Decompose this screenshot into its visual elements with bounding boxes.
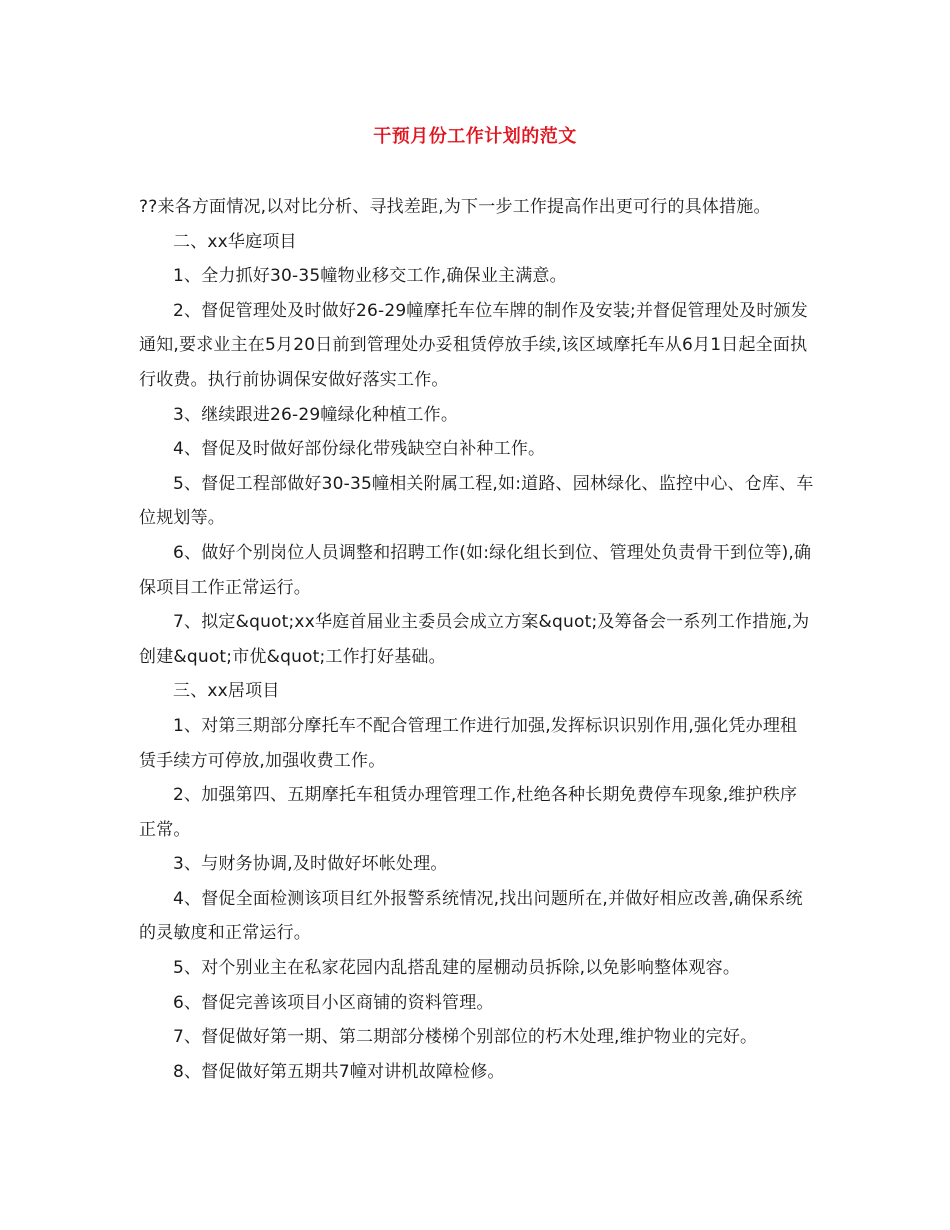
paragraph: 8、督促做好第五期共7幢对讲机故障检修。 xyxy=(173,1061,505,1082)
paragraph: 2、督促管理处及时做好26-29幢摩托车位车牌的制作及安装;并督促管理处及时颁发通知,要求业主在5月20日前到管理处办妥租赁停放手续,该区域摩托车从6月1日起全面执行收费。执行前协调保安做好落实工作。 xyxy=(139,300,808,390)
paragraph: 7、拟定&quot;xx华庭首届业主委员会成立方案&quot;及筹备会一系列工作措施,为创建&quot;市优&quot;工作打好基础。 xyxy=(139,612,810,667)
paragraph: 5、对个别业主在私家花园内乱搭乱建的屋棚动员拆除,以免影响整体观容。 xyxy=(173,958,741,979)
paragraph: 7、督促做好第一期、第二期部分楼梯个别部位的朽木处理,维护物业的完好。 xyxy=(173,1027,758,1048)
paragraph: 4、督促全面检测该项目红外报警系统情况,找出问题所在,并做好相应改善,确保系统的灵敏度和正常运行。 xyxy=(139,888,803,944)
paragraph: 1、全力抓好30-35幢物业移交工作,确保业主满意。 xyxy=(173,266,567,287)
paragraph: 3、继续跟进26-29幢绿化种植工作。 xyxy=(173,404,459,425)
paragraph: 2、加强第四、五期摩托车租赁办理管理工作,杜绝各种长期免费停车现象,维护秩序正常。 xyxy=(139,785,798,840)
document-body xyxy=(139,190,814,1089)
document-title: 干预月份工作计划的范文 xyxy=(373,126,577,147)
paragraph: ??来各方面情况,以对比分析、寻找差距,为下一步工作提高作出更可行的具体措施。 xyxy=(139,197,771,217)
paragraph: 6、督促完善该项目小区商铺的资料管理。 xyxy=(173,992,494,1013)
section-heading: 三、xx居项目 xyxy=(173,681,280,702)
paragraph: 4、督促及时做好部份绿化带残缺空白补种工作。 xyxy=(173,439,546,460)
paragraph: 3、与财务协调,及时做好坏帐处理。 xyxy=(173,854,448,875)
section-heading: 二、xx华庭项目 xyxy=(173,231,297,252)
paragraph: 1、对第三期部分摩托车不配合管理工作进行加强,发挥标识识别作用,强化凭办理租赁手续方可停放,加强收费工作。 xyxy=(139,715,798,771)
paragraph: 6、做好个别岗位人员调整和招聘工作(如:绿化组长到位、管理处负责骨干到位等),确保项目工作正常运行。 xyxy=(139,542,812,598)
paragraph: 5、督促工程部做好30-35幢相关附属工程,如:道路、园林绿化、监控中心、仓库、车位规划等。 xyxy=(139,473,814,529)
